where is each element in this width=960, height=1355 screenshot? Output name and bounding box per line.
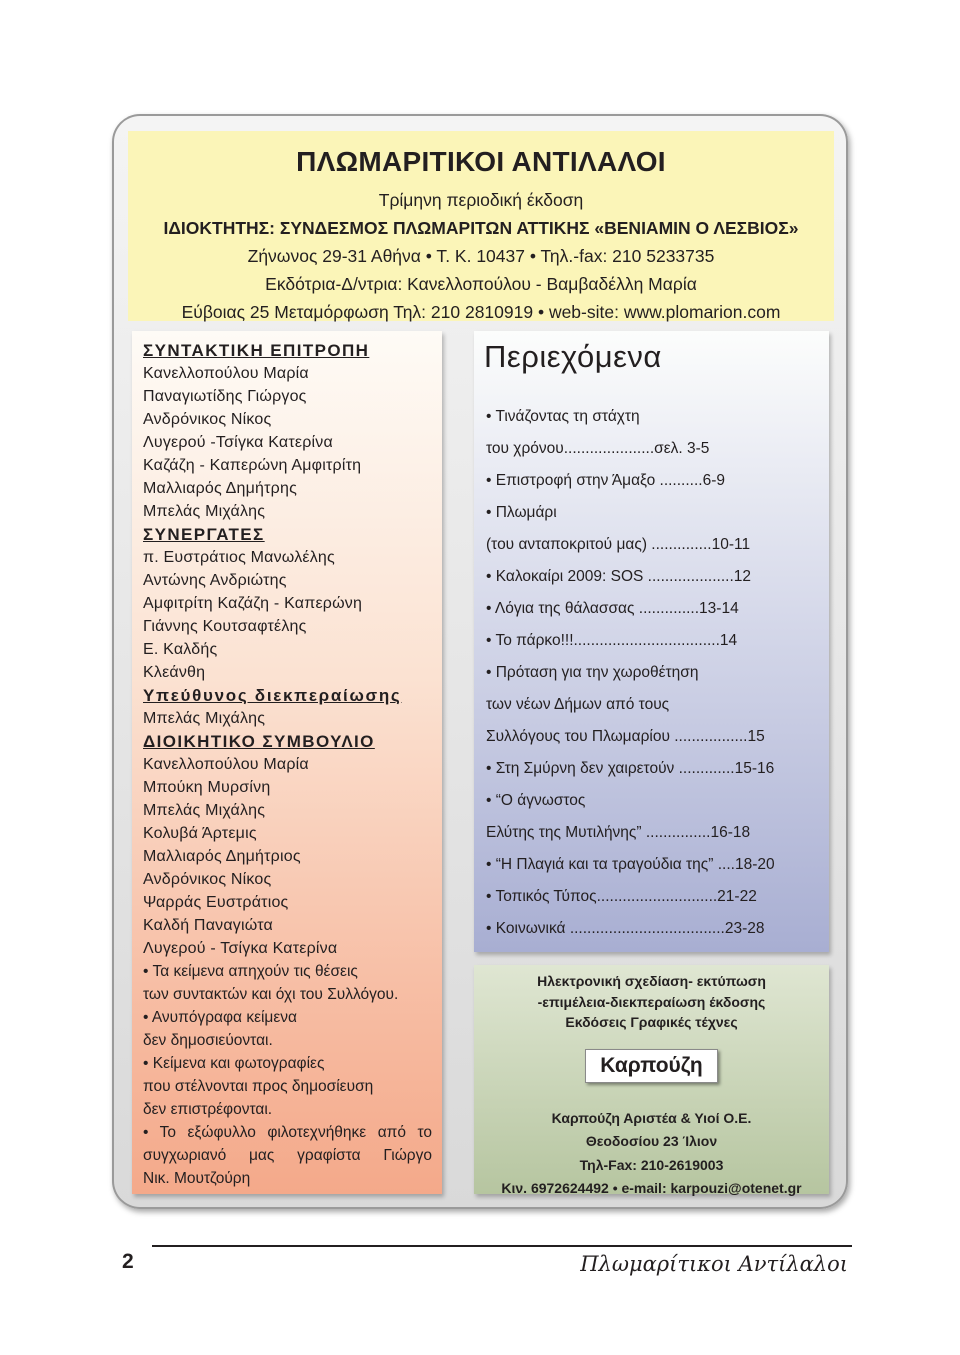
credits-column [132, 331, 442, 1194]
cover-note-line: Νικ. Μουτζούρη [143, 1170, 251, 1187]
editorial-member: Κανελλοπούλου Μαρία [143, 365, 309, 382]
contributor: Κλεάνθη [143, 664, 206, 681]
printer-line: Καρπούζη Αριστέα & Υιοί Ο.Ε. [551, 1109, 752, 1126]
editorial-member: Καζάζη - Καπερώνη Αμφιτρίτη [143, 457, 362, 474]
note-line: • Ανυπόγραφα κείμενα [143, 1009, 297, 1026]
toc-row: Ελύτης της Μυτιλήνης” ...............16-18 [486, 824, 751, 841]
board-heading: ΔΙΟΙΚΗΤΙΚΟ ΣΥΜΒΟΥΛΙΟ [143, 732, 375, 751]
note-line: δεν δημοσιεύονται. [143, 1032, 273, 1049]
note-line: • Κείμενα και φωτογραφίες [143, 1055, 325, 1072]
toc-row: • Καλοκαίρι 2009: SOS ....................12 [486, 568, 752, 585]
footer-rule [152, 1245, 852, 1247]
masthead-subtitle: Τρίμηνη περιοδική έκδοση [378, 190, 584, 210]
contributors-heading: ΣΥΝΕΡΓΑΤΕΣ [143, 525, 265, 544]
printer-brand-logo: Καρπούζη [585, 1049, 718, 1083]
printer-line: Τηλ-Fax: 210-2619003 [579, 1156, 724, 1173]
masthead-owner: ΙΔΙΟΚΤΗΤΗΣ: ΣΥΝΔΕΣΜΟΣ ΠΛΩΜΑΡΙΤΩΝ ΑΤΤΙΚΗΣ «ΒΕΝΙΑΜΙΝ Ο ΛΕΣΒΙΟΣ» [163, 218, 799, 238]
processing-person: Μπελάς Μιχάλης [143, 710, 266, 727]
contributor: Γιάννης Κουτσαφτέλης [143, 618, 307, 635]
board-member: Ψαρράς Ευστράτιος [143, 894, 289, 911]
board-member: Ανδρόνικος Νίκος [143, 871, 272, 888]
toc-row: • “Ο άγνωστος [486, 792, 586, 809]
toc-row: • Τοπικός Τύπος............................21-22 [486, 888, 757, 905]
contributor: π. Ευστράτιος Μανωλέλης [143, 549, 335, 566]
editorial-member: Μαλλιαρός Δημήτρης [143, 480, 297, 497]
toc-row: • Στη Σμύρνη δεν χαιρετούν .............15-16 [486, 760, 775, 777]
note-line: δεν επιστρέφονται. [143, 1101, 273, 1118]
note-line: των συντακτών και όχι του Συλλόγου. [143, 986, 399, 1003]
toc-row: • Πλωμάρι [486, 504, 557, 521]
contributors-list [143, 546, 432, 684]
note-line: • Τα κείμενα απηχούν τις θέσεις [143, 963, 358, 980]
cover-note-line: • Το εξώφυλλο φιλοτεχνήθηκε από το [143, 1124, 432, 1141]
editorial-member: Παναγιωτίδης Γιώργος [143, 388, 307, 405]
table-of-contents [474, 331, 829, 952]
toc-row: • Λόγια της θάλασσας ..............13-14 [486, 600, 739, 617]
note-line: που στέλνονται προς δημοσίευση [143, 1078, 374, 1095]
editorial-member: Ανδρόνικος Νίκος [143, 411, 272, 428]
masthead-contact: Εύβοιας 25 Μεταμόρφωση Τηλ: 210 2810919 • web-site: www.plomarion.com [181, 302, 781, 322]
toc-row: του χρόνου.....................σελ. 3-5 [486, 440, 710, 457]
toc-row: (του ανταποκριτού μας) ..............10-11 [486, 536, 751, 553]
toc-row: • Πρόταση για την χωροθέτηση [486, 664, 699, 681]
printer-line: Ηλεκτρονική σχεδίαση- εκτύπωση [537, 973, 766, 989]
masthead [128, 131, 834, 321]
editorial-list [143, 362, 432, 523]
toc-list [474, 391, 829, 945]
processing-heading: Υπεύθυνος διεκπεραίωσης [143, 686, 402, 705]
printer-bottom [474, 1107, 829, 1201]
toc-row: των νέων Δήμων από τους [486, 696, 670, 713]
printer-line: Κιν. 6972624492 • e-mail: karpouzi@otenet.gr [501, 1180, 802, 1196]
footer-title: Πλωμαρίτικοι Αντίλαλοι [580, 1252, 848, 1276]
contributor: Ε. Καλδής [143, 641, 218, 658]
board-list [143, 753, 432, 960]
board-member: Κανελλοπούλου Μαρία [143, 756, 309, 773]
processing-list [143, 707, 432, 730]
printer-box [474, 965, 829, 1194]
masthead-publisher: Εκδότρια-Δ/ντρια: Κανελλοπούλου - Βαμβαδέλλη Μαρία [265, 274, 697, 294]
toc-row: • Κοινωνικά ....................................23-28 [486, 920, 765, 937]
notes-list [143, 960, 432, 1121]
cover-note-line: συγχωριανό μας γραφίστα Γιώργο [143, 1147, 432, 1164]
toc-row: • Επιστροφή στην Άμαξο ..........6-9 [486, 472, 725, 489]
toc-title: Περιεχόμενα [484, 339, 662, 374]
toc-row: • “Η Πλαγιά και τα τραγούδια της” ....18-20 [486, 856, 775, 873]
board-member: Καλδή Παναγιώτα [143, 917, 273, 934]
masthead-title: ΠΛΩΜΑΡΙΤΙΚΟΙ ΑΝΤΙΛΑΛΟΙ [296, 146, 666, 177]
board-member: Λυγερού - Τσίγκα Κατερίνα [143, 940, 338, 957]
printer-line: -επιμέλεια-διεκπεραίωση έκδοσης [537, 993, 766, 1010]
toc-row: • Τινάζοντας τη στάχτη [486, 408, 640, 425]
cover-note [143, 1121, 432, 1190]
page-number: 2 [122, 1250, 134, 1273]
toc-row: • Το πάρκο!!!..................................14 [486, 632, 738, 649]
editorial-member: Μπελάς Μιχάλης [143, 503, 266, 520]
editorial-member: Λυγερού -Τσίγκα Κατερίνα [143, 434, 333, 451]
board-member: Κολυβά Άρτεμις [143, 825, 257, 842]
editorial-heading: ΣΥΝΤΑΚΤΙΚΗ ΕΠΙΤΡΟΠΗ [143, 341, 370, 360]
printer-line: Εκδόσεις Γραφικές τέχνες [565, 1014, 738, 1030]
printer-top [474, 971, 829, 1033]
printer-line: Θεοδοσίου 23 Ίλιον [585, 1133, 718, 1149]
contributor: Αμφιτρίτη Καζάζη - Καπερώνη [143, 595, 363, 612]
masthead-address: Ζήνωνος 29-31 Αθήνα • Τ. Κ. 10437 • Τηλ.-fax: 210 5233735 [247, 246, 715, 266]
board-member: Μπελάς Μιχάλης [143, 802, 266, 819]
contributor: Αντώνης Ανδριώτης [143, 572, 287, 589]
board-member: Μαλλιαρός Δημήτριος [143, 848, 301, 865]
board-member: Μπούκη Μυρσίνη [143, 779, 271, 796]
toc-row: Συλλόγους του Πλωμαρίου .................15 [486, 728, 765, 745]
